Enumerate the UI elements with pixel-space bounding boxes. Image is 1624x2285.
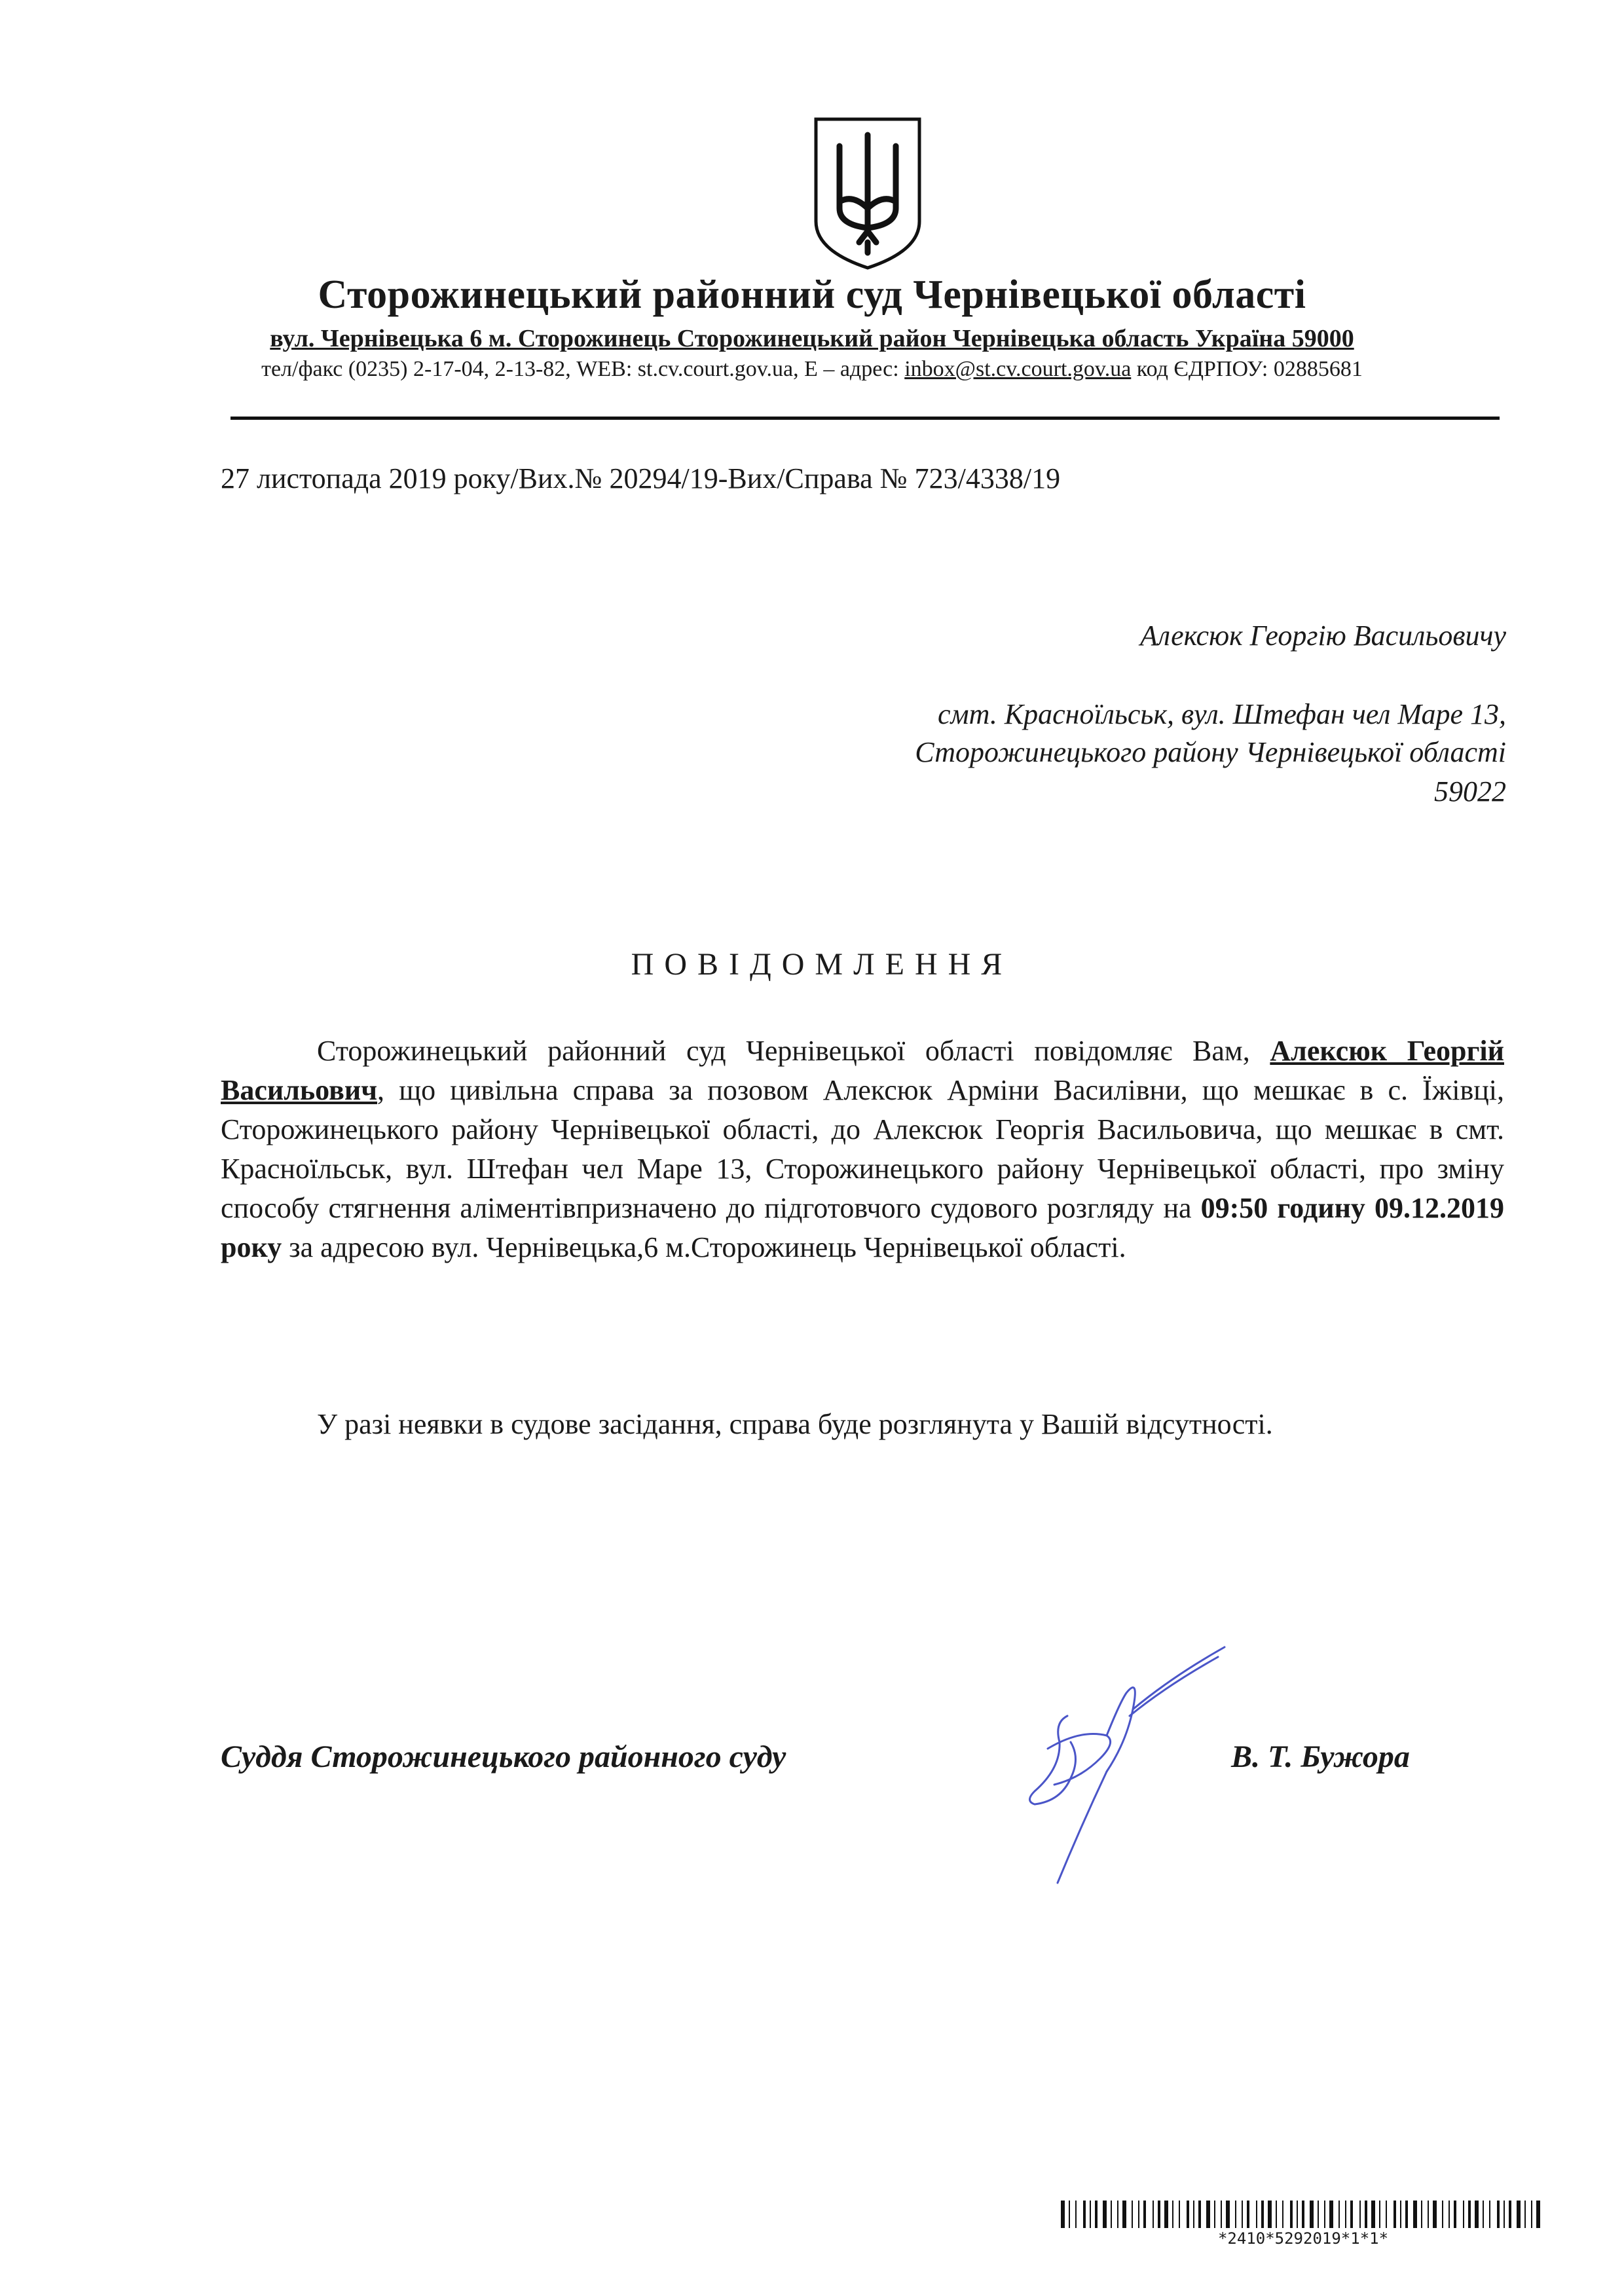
barcode-bar xyxy=(1359,2201,1361,2228)
barcode-bar xyxy=(1187,2201,1189,2228)
outgoing-reference: 27 листопада 2019 року/Вих.№ 20294/19-Вих/Справа № 723/4338/19 xyxy=(221,462,1061,494)
barcode-bar xyxy=(1090,2201,1091,2228)
barcode-bar xyxy=(1282,2201,1283,2228)
recipient-name: Алексюк Георгію Васильовичу xyxy=(1139,620,1506,652)
barcode-bar xyxy=(1132,2201,1133,2228)
barcode-bar xyxy=(1489,2201,1490,2228)
barcode-bar xyxy=(1350,2201,1353,2228)
coat-of-arms-emblem xyxy=(812,117,923,270)
barcode-bar xyxy=(1371,2201,1375,2228)
notice-text: Сторожинецький районний суд Чернівецької області повідомляє Вам, xyxy=(317,1035,1270,1067)
court-name: Сторожинецький районний суд Чернівецької області xyxy=(318,272,1306,317)
barcode-bar xyxy=(1318,2201,1319,2228)
barcode xyxy=(1061,2201,1545,2228)
barcode-bar xyxy=(1083,2201,1086,2228)
barcode-bar xyxy=(1075,2201,1077,2228)
barcode-bar xyxy=(1164,2201,1168,2228)
barcode-bar xyxy=(1454,2201,1456,2228)
barcode-bar xyxy=(1198,2201,1201,2228)
barcode-bar xyxy=(1138,2201,1139,2228)
barcode-bar xyxy=(1179,2201,1180,2228)
barcode-bar xyxy=(1158,2201,1160,2228)
barcode-bar xyxy=(1221,2201,1222,2228)
notice-title: ПОВІДОМЛЕННЯ xyxy=(631,947,1013,982)
judge-title: Суддя Сторожинецького районного суду xyxy=(221,1739,786,1774)
barcode-bar xyxy=(1421,2201,1422,2228)
barcode-bar xyxy=(1069,2201,1070,2228)
barcode-bar xyxy=(1428,2201,1429,2228)
barcode-bar xyxy=(1324,2201,1325,2228)
barcode-bar xyxy=(1153,2201,1154,2228)
barcode-bar xyxy=(1256,2201,1257,2228)
judge-name: В. Т. Бужора xyxy=(1231,1739,1410,1774)
barcode-bar xyxy=(1442,2201,1443,2228)
barcode-bar xyxy=(1433,2201,1437,2228)
barcode-bar xyxy=(1504,2201,1505,2228)
barcode-bar xyxy=(1329,2201,1333,2228)
notice-text: У разі неявки в судове засідання, справа буде розглянута у Вашій відсутності. xyxy=(317,1408,1273,1440)
court-email: inbox@st.cv.court.gov.ua xyxy=(904,357,1132,381)
barcode-bar xyxy=(1386,2201,1387,2228)
barcode-bar xyxy=(1061,2201,1065,2228)
barcode-bar xyxy=(1111,2201,1112,2228)
barcode-bar xyxy=(1405,2201,1408,2228)
contacts-suffix: код ЄДРПОУ: 02885681 xyxy=(1131,357,1363,381)
barcode-bar xyxy=(1095,2201,1098,2228)
barcode-bar xyxy=(1338,2201,1340,2228)
barcode-bar xyxy=(1297,2201,1298,2228)
barcode-bar xyxy=(1517,2201,1521,2228)
barcode-bar xyxy=(1413,2201,1417,2228)
recipient-postal-code: 59022 xyxy=(1434,775,1506,808)
court-address: вул. Чернівецька 6 м. Сторожинець Сторожинецький район Чернівецька область Україна 59000 xyxy=(270,325,1354,352)
barcode-bar xyxy=(1103,2201,1107,2228)
court-contacts xyxy=(0,357,1624,382)
barcode-bar xyxy=(1509,2201,1511,2228)
barcode-bar xyxy=(1310,2201,1314,2228)
barcode-bar xyxy=(1261,2201,1264,2228)
barcode-bar xyxy=(1483,2201,1484,2228)
barcode-bar xyxy=(1276,2201,1277,2228)
barcode-bar xyxy=(1475,2201,1479,2228)
contacts-prefix: тел/факс (0235) 2-17-04, 2-13-82, WEB: st.cv.court.gov.ua, E – адрес: xyxy=(261,357,905,381)
barcode-bar xyxy=(1226,2201,1230,2228)
header-divider xyxy=(231,417,1500,420)
notice-absence-paragraph xyxy=(221,1405,1504,1444)
notice-text: , що цивільна справа за позовом Алексюк Арміни Василівни, що мешкає в с. Їжівці, Сторожинецького району Чернівецької області, до Алексюк Георгія Васильовича, що мешкає в смт. Красноїльськ, вул. Штефан чел Маре 13, Сторожинецького району Чернівецької області, про зміну способу стягнення аліментівпризначено до підготовчого судового розгляду на xyxy=(221,1074,1504,1224)
barcode-bar xyxy=(1379,2201,1380,2228)
barcode-bar xyxy=(1463,2201,1464,2228)
barcode-bar xyxy=(1290,2201,1293,2228)
barcode-bar xyxy=(1235,2201,1236,2228)
barcode-bar xyxy=(1268,2201,1272,2228)
barcode-bar xyxy=(1247,2201,1249,2228)
notice-text: за адресою вул. Чернівецька,6 м.Сторожинець Чернівецької області. xyxy=(282,1231,1126,1263)
barcode-bar xyxy=(1117,2201,1118,2228)
barcode-bar xyxy=(1122,2201,1126,2228)
barcode-number: *2410*5292019*1*1* xyxy=(1217,2229,1389,2248)
barcode-bar xyxy=(1524,2201,1526,2228)
barcode-bar xyxy=(1214,2201,1215,2228)
barcode-bar xyxy=(1449,2201,1450,2228)
barcode-bar xyxy=(1400,2201,1401,2228)
recipient-address-line: Сторожинецького району Чернівецької області xyxy=(915,736,1506,768)
barcode-bar xyxy=(1365,2201,1367,2228)
barcode-bar xyxy=(1193,2201,1194,2228)
barcode-bar xyxy=(1393,2201,1396,2228)
hearing-datetime: 09:50 годину 09.12.2019 року xyxy=(221,1192,1505,1263)
recipient-address-line: смт. Красноїльськ, вул. Штефан чел Маре 13, xyxy=(937,698,1506,730)
barcode-bar xyxy=(1242,2201,1243,2228)
notice-body-paragraph xyxy=(221,1031,1504,1267)
barcode-bar xyxy=(1143,2201,1146,2228)
barcode-bar xyxy=(1497,2201,1500,2228)
barcode-bar xyxy=(1531,2201,1532,2228)
defendant-name: Алексюк Георгій Васильович xyxy=(221,1035,1504,1106)
barcode-bar xyxy=(1468,2201,1471,2228)
barcode-bar xyxy=(1206,2201,1210,2228)
barcode-bar xyxy=(1345,2201,1346,2228)
barcode-bar xyxy=(1172,2201,1173,2228)
barcode-bar xyxy=(1302,2201,1304,2228)
barcode-bar xyxy=(1536,2201,1540,2228)
